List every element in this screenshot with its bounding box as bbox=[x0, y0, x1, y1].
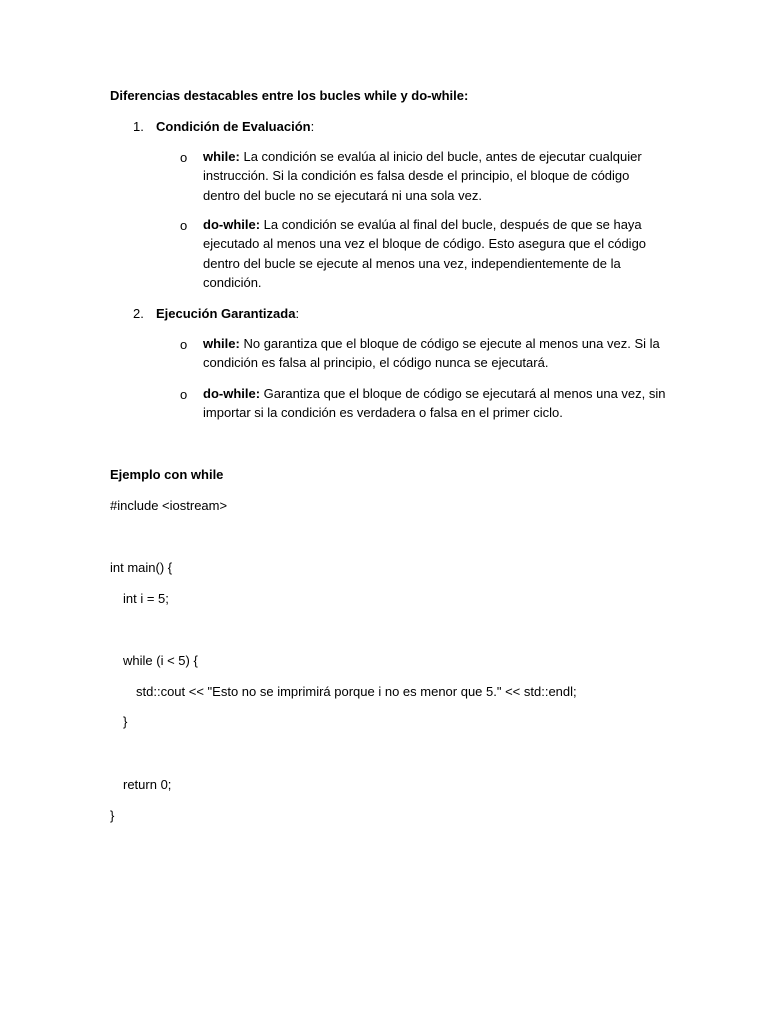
code-line: } bbox=[123, 714, 128, 729]
code-line: int i = 5; bbox=[123, 591, 169, 606]
code-line: int main() { bbox=[110, 560, 173, 575]
example-heading: Ejemplo con while bbox=[110, 467, 224, 482]
bullet-text-line: dentro del bucle se ejecute al menos una vez, independientemente de la bbox=[203, 255, 621, 271]
code-line: #include <iostream> bbox=[110, 498, 228, 513]
bullet-text-line: instrucción. Si la condición es falsa desde el principio, el bloque de código bbox=[203, 168, 630, 184]
bullet-item-do-while bbox=[203, 384, 673, 423]
section-number: 2. bbox=[133, 306, 144, 321]
bullet-text-line: condición. bbox=[203, 274, 262, 290]
bullet-marker: o bbox=[180, 150, 188, 165]
bullet-text-line: Garantiza que el bloque de código se ejecutará al menos una vez, sin bbox=[263, 386, 666, 401]
section-title-line bbox=[156, 117, 314, 136]
bullet-marker: o bbox=[180, 218, 188, 233]
bullet-item-while bbox=[203, 334, 673, 373]
bullet-term: while: bbox=[203, 149, 240, 164]
bullet-text-line: No garantiza que el bloque de código se ejecute al menos una vez. Si la bbox=[243, 336, 660, 351]
bullet-item-while bbox=[203, 147, 673, 205]
bullet-term: do-while: bbox=[203, 386, 261, 401]
section-number: 1. bbox=[133, 119, 144, 134]
bullet-marker: o bbox=[180, 387, 188, 402]
code-line: while (i < 5) { bbox=[123, 653, 198, 668]
bullet-text-line: dentro del bucle no se ejecutará ni una sola vez. bbox=[203, 187, 482, 203]
section-colon: : bbox=[310, 119, 315, 134]
section-title: Condición de Evaluación bbox=[156, 119, 311, 134]
section-colon: : bbox=[295, 306, 300, 321]
bullet-term: while: bbox=[203, 336, 240, 351]
code-line: return 0; bbox=[123, 777, 172, 792]
bullet-text-line: ejecutado al menos una vez el bloque de código. Esto asegura que el código bbox=[203, 236, 647, 252]
bullet-text-line: condición es falsa al principio, el código nunca se ejecutará. bbox=[203, 355, 549, 371]
bullet-text-line: importar si la condición es verdadera o falsa en el primer ciclo. bbox=[203, 405, 563, 421]
document-heading: Diferencias destacables entre los bucles while y do-while: bbox=[110, 88, 469, 103]
bullet-marker: o bbox=[180, 337, 188, 352]
bullet-text-line: La condición se evalúa al inicio del bucle, antes de ejecutar cualquier bbox=[243, 149, 642, 164]
code-line: std::cout << "Esto no se imprimirá porque i no es menor que 5." << std::endl; bbox=[136, 684, 577, 699]
code-line: } bbox=[110, 808, 115, 823]
section-title-line bbox=[156, 304, 299, 323]
bullet-term: do-while: bbox=[203, 217, 261, 232]
bullet-item-do-while bbox=[203, 215, 673, 292]
section-title: Ejecución Garantizada bbox=[156, 306, 296, 321]
bullet-text-line: La condición se evalúa al final del bucle, después de que se haya bbox=[263, 217, 642, 232]
